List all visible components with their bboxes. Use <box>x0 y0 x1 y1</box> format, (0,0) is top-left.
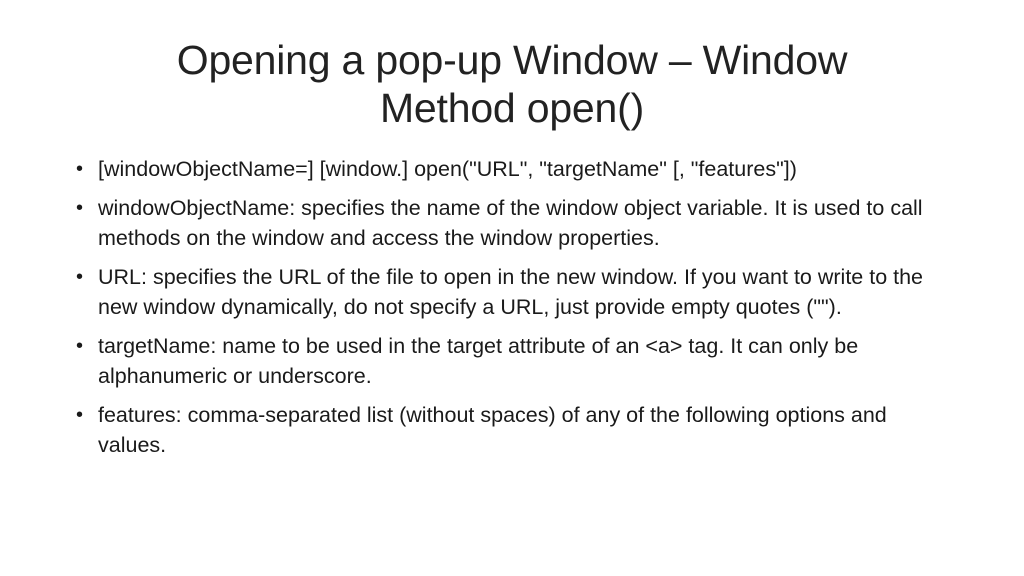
bullet-point-icon: • <box>76 197 84 219</box>
bullet-item-targetname <box>70 331 960 391</box>
bullet-text: targetName: name to be used in the target attribute of an <a> tag. It can only be alphanumeric or underscore. <box>98 334 859 388</box>
slide-title-line-1: Opening a pop-up Window – Window <box>176 37 848 83</box>
bullet-text: features: comma-separated list (without spaces) of any of the following options and values. <box>98 403 887 457</box>
bullet-text: windowObjectName: specifies the name of the window object variable. It is used to call methods on the window and access the window properties. <box>98 196 923 250</box>
bullet-item-windowobjectname <box>70 193 960 253</box>
slide-title <box>110 36 914 132</box>
bullet-list <box>70 154 960 469</box>
bullet-point-icon: • <box>76 335 84 357</box>
bullet-point-icon: • <box>76 158 84 180</box>
bullet-point-icon: • <box>76 266 84 288</box>
bullet-item-syntax <box>70 154 960 184</box>
bullet-item-url <box>70 262 960 322</box>
slide-title-line-2: Method open() <box>379 85 645 131</box>
bullet-text: [windowObjectName=] [window.] open("URL", "targetName" [, "features"]) <box>98 157 797 181</box>
bullet-point-icon: • <box>76 404 84 426</box>
bullet-text: URL: specifies the URL of the file to open in the new window. If you want to write to the new window dynamically, do not specify a URL, just provide empty quotes (""). <box>98 265 924 319</box>
bullet-item-features <box>70 400 960 460</box>
